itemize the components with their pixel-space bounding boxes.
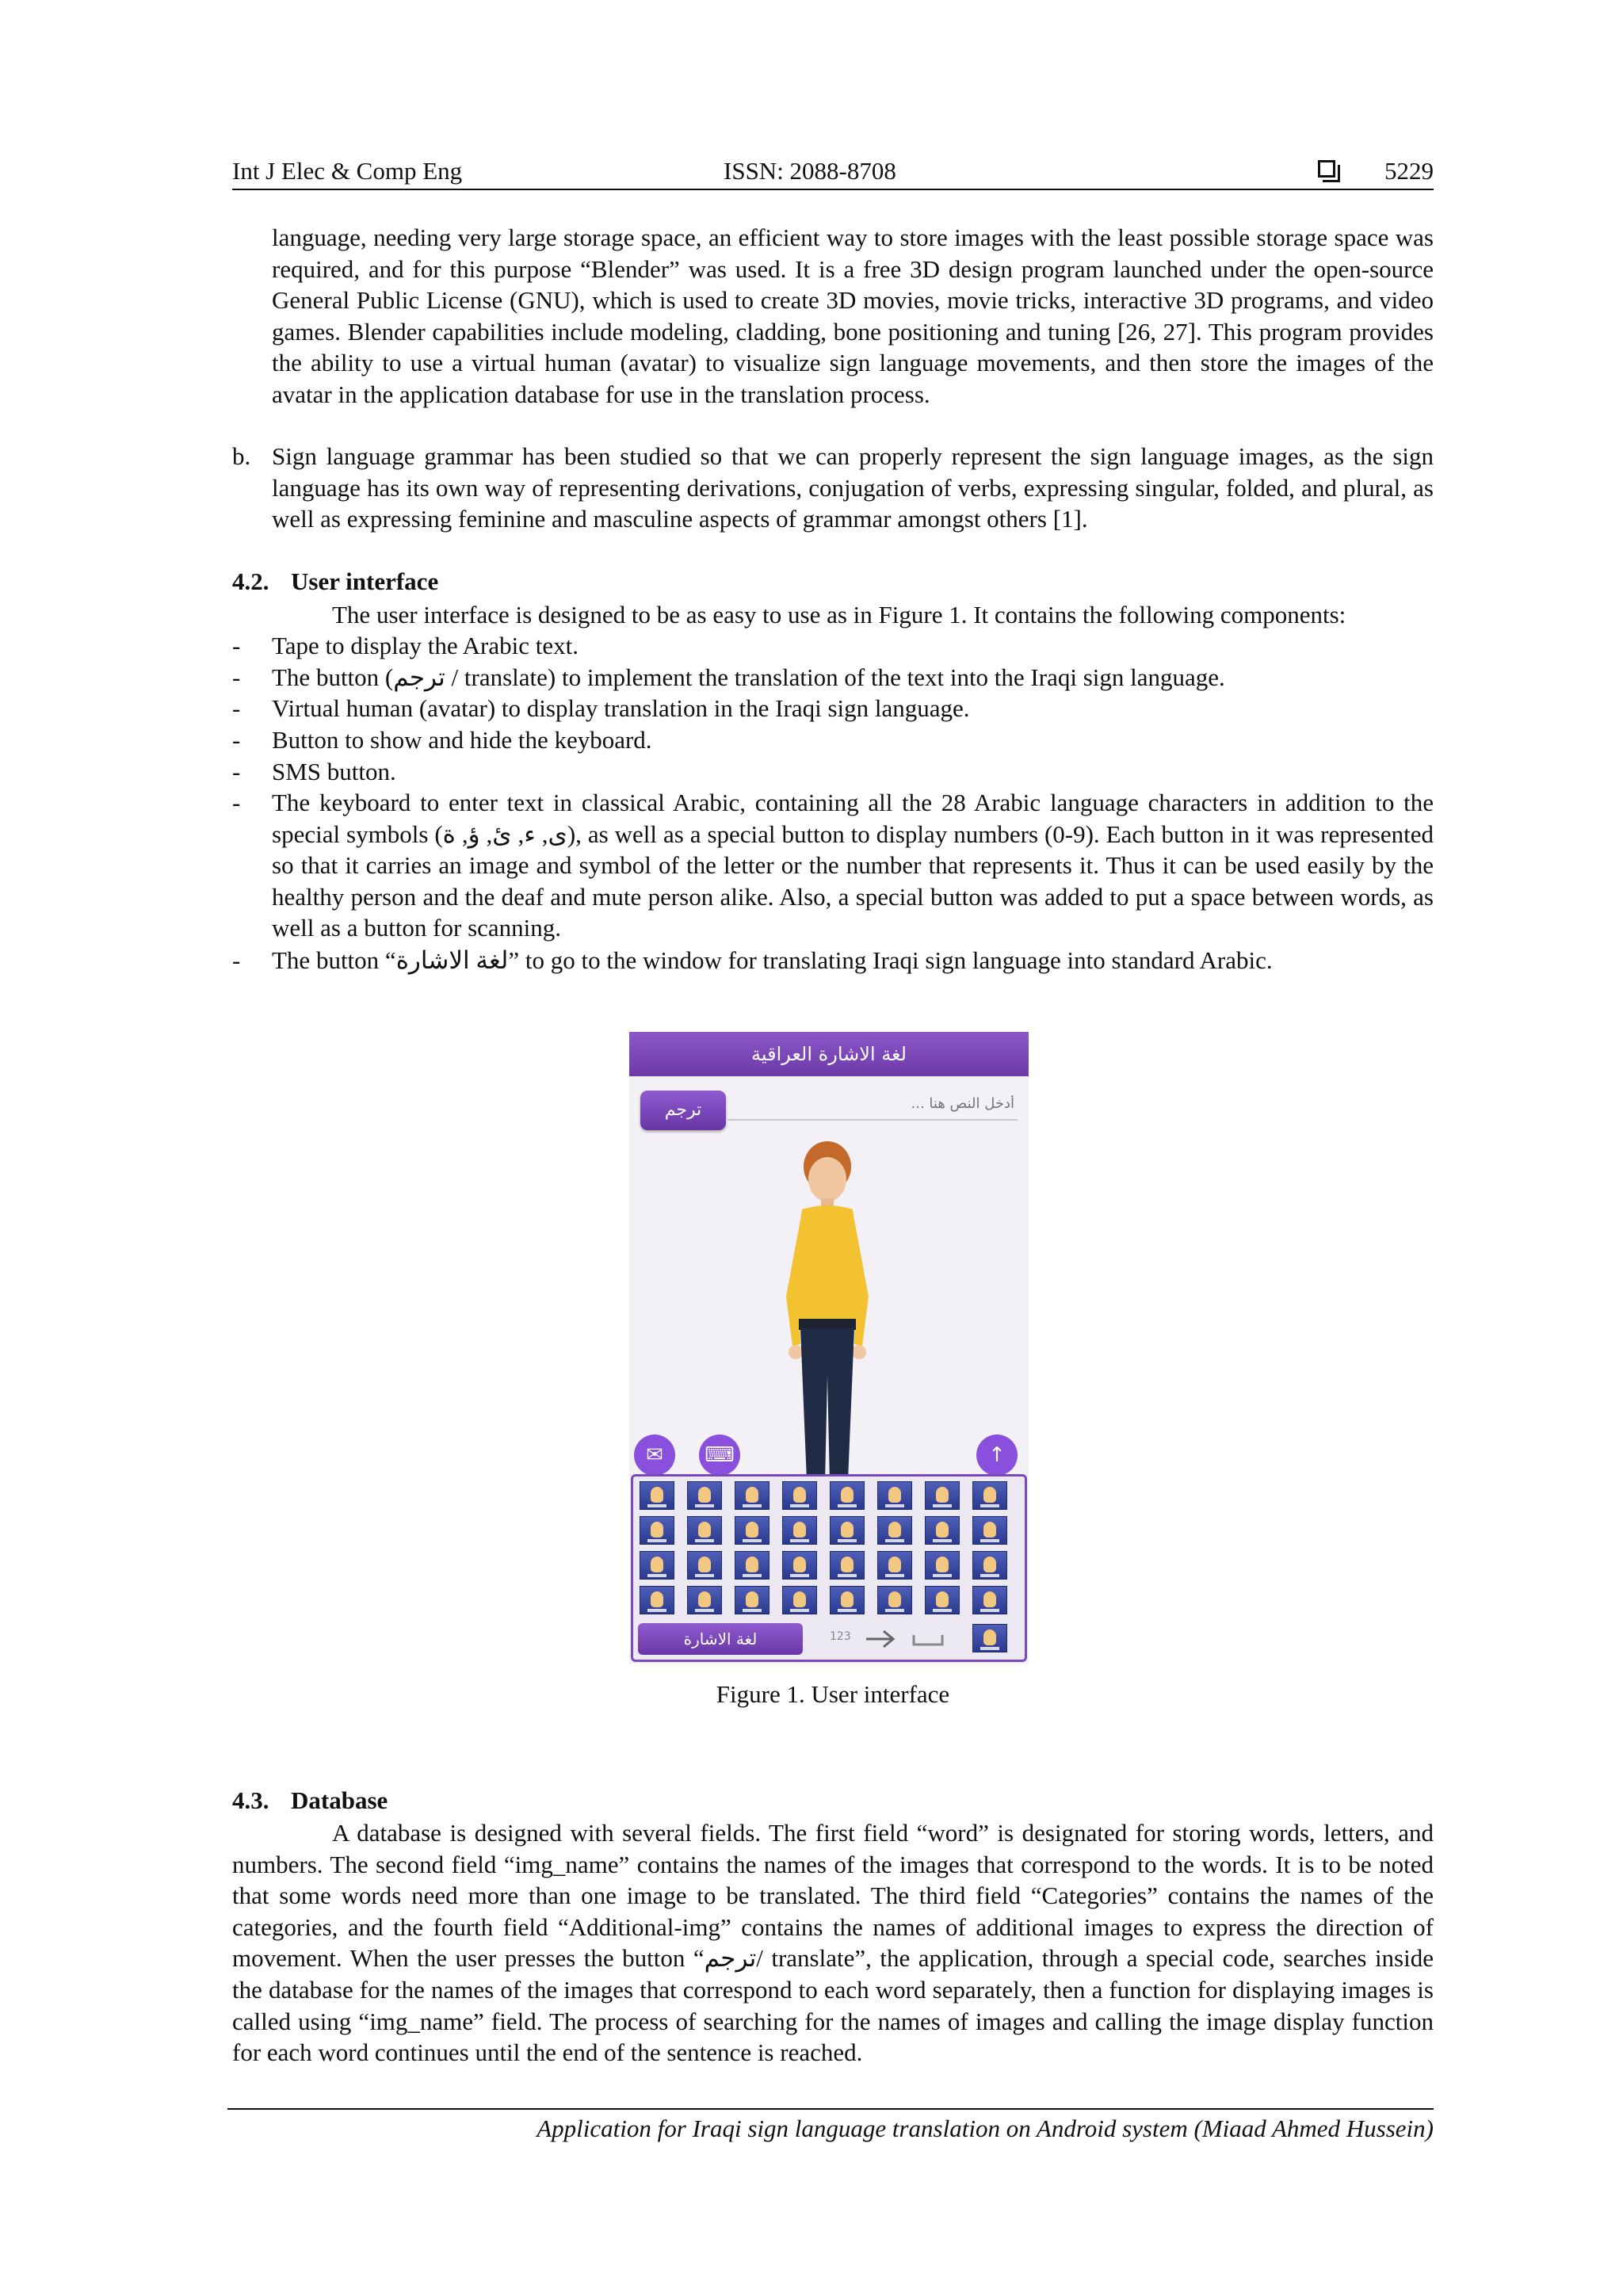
keyboard-key[interactable] <box>830 1516 865 1545</box>
keyboard-key[interactable] <box>782 1551 817 1580</box>
list-item <box>232 662 1434 693</box>
sign-keyboard <box>631 1474 1027 1662</box>
sign-language-button[interactable]: لغة الاشارة <box>638 1623 803 1655</box>
keyboard-key[interactable] <box>687 1586 722 1614</box>
keyboard-key[interactable] <box>972 1624 1007 1652</box>
keyboard-key[interactable] <box>735 1516 769 1545</box>
keyboard-key[interactable] <box>640 1481 674 1510</box>
keyboard-key[interactable] <box>972 1481 1007 1510</box>
checkbox-square-icon <box>1318 160 1335 178</box>
section-heading-ui <box>232 567 438 596</box>
list-marker: - <box>232 632 241 659</box>
list-item-text: Tape to display the Arabic text. <box>272 632 579 659</box>
list-item-b <box>232 441 1434 536</box>
keyboard-key[interactable] <box>830 1551 865 1580</box>
keyboard-key[interactable] <box>830 1586 865 1614</box>
keyboard-key[interactable] <box>830 1481 865 1510</box>
list-marker: - <box>232 694 241 722</box>
keyboard-key[interactable] <box>877 1586 912 1614</box>
list-item <box>232 787 1434 946</box>
keyboard-key[interactable] <box>735 1481 769 1510</box>
keyboard-key[interactable] <box>640 1551 674 1580</box>
list-item <box>232 945 1434 976</box>
header-rule <box>232 189 1434 190</box>
list-item-text: The button “لغة الاشارة” to go to the window for translating Iraqi sign language into standard Arabic. <box>272 946 1273 974</box>
list-item <box>232 756 1434 788</box>
keyboard-key[interactable] <box>735 1586 769 1614</box>
keyboard-key[interactable] <box>782 1516 817 1545</box>
list-item-text: The button (ترجم / translate) to implement the translation of the text into the Iraqi sign language. <box>272 663 1225 691</box>
app-title-bar: لغة الاشارة العراقية <box>629 1032 1029 1076</box>
section-title: Database <box>291 1786 388 1814</box>
intro-paragraph: language, needing very large storage space, an efficient way to store images with the least possible storage space was required, and for this purpose “Blender” was used. It is a free 3D design program launched under the open-source General Public License (GNU), which is used to create 3D movies, movie tricks, interactive 3D programs, and video games. Blender capabilities include modeling, cladding, bone positioning and tuning [26, 27]. This program provides the ability to use a virtual human (avatar) to visualize sign language movements, and then store the images of the avatar in the application database for use in the translation process. <box>272 223 1434 408</box>
list-marker: - <box>232 789 241 816</box>
list-marker: - <box>232 758 241 785</box>
list-item-text: Virtual human (avatar) to display translation in the Iraqi sign language. <box>272 694 970 722</box>
arrow-right-icon[interactable] <box>863 1627 898 1651</box>
keyboard-key[interactable] <box>972 1516 1007 1545</box>
keyboard-key[interactable] <box>972 1551 1007 1580</box>
figure-caption: Figure 1. User interface <box>716 1680 950 1708</box>
keyboard-key[interactable] <box>972 1586 1007 1614</box>
section-intro: The user interface is designed to be as easy to use as in Figure 1. It contains the following components: <box>332 601 1346 628</box>
arrow-up-icon[interactable]: ↑ <box>976 1435 1018 1476</box>
keyboard-key[interactable] <box>782 1481 817 1510</box>
page-number: 5229 <box>1384 157 1434 185</box>
list-item-text: Sign language grammar has been studied so that we can properly represent the sign language images, as the sign language has its own way of representing derivations, conjugation of verbs, expressing singular, folded, and plural, as well as expressing feminine and masculine aspects of grammar amongst others [1]. <box>272 442 1434 533</box>
text-input[interactable] <box>727 1087 1018 1121</box>
keyboard-key[interactable] <box>925 1516 960 1545</box>
list-item <box>232 693 1434 724</box>
keyboard-key[interactable] <box>687 1551 722 1580</box>
keyboard-key[interactable] <box>925 1481 960 1510</box>
keyboard-key[interactable] <box>687 1516 722 1545</box>
section-number: 4.2. <box>232 567 269 595</box>
list-marker: - <box>232 946 241 974</box>
list-marker: - <box>232 663 241 691</box>
list-marker: - <box>232 726 241 754</box>
keyboard-key[interactable] <box>877 1481 912 1510</box>
numbers-button[interactable]: 123 <box>830 1630 851 1643</box>
keyboard-key[interactable] <box>687 1481 722 1510</box>
running-footer: Application for Iraqi sign language translation on Android system (Miaad Ahmed Hussein) <box>537 2115 1434 2142</box>
keyboard-key[interactable] <box>640 1586 674 1614</box>
keyboard-key[interactable] <box>877 1516 912 1545</box>
list-item-text: Button to show and hide the keyboard. <box>272 726 652 754</box>
list-item <box>232 724 1434 756</box>
figure-app-screenshot <box>629 1032 1029 1664</box>
keyboard-icon[interactable]: ⌨ <box>699 1435 740 1476</box>
sms-icon[interactable]: ✉ <box>634 1435 675 1476</box>
section-number: 4.3. <box>232 1786 269 1814</box>
translate-button[interactable]: ترجم <box>640 1091 726 1130</box>
list-item-text: SMS button. <box>272 758 396 785</box>
issn: ISSN: 2088-8708 <box>724 157 896 185</box>
keyboard-key[interactable] <box>877 1551 912 1580</box>
keyboard-key[interactable] <box>735 1551 769 1580</box>
section-heading-db <box>232 1786 388 1815</box>
keyboard-key[interactable] <box>925 1551 960 1580</box>
journal-name: Int J Elec & Comp Eng <box>232 157 463 185</box>
footer-rule <box>227 2108 1434 2110</box>
space-icon[interactable] <box>911 1627 945 1651</box>
database-paragraph: A database is designed with several fields. The first field “word” is designated for storing words, letters, and numbers. The second field “img_name” contains the names of the images that correspond to the words. It is to be noted that some words need more than one image to be translated. The third field “Categories” contains the names of the categories, and the fourth field “Additional-img” contains the names of additional images to express the direction of movement. When the user presses the button “ترجم/ translate”, the application, through a special code, searches inside the database for the names of the images that correspond to each word separately, then a function for displaying images is called using “img_name” field. The process of searching for the names of images and calling the image display function for each word continues until the end of the sentence is reached. <box>232 1819 1434 2067</box>
running-header <box>232 151 1434 190</box>
keyboard-key[interactable] <box>640 1516 674 1545</box>
section-title: User interface <box>291 567 439 595</box>
keyboard-key[interactable] <box>782 1586 817 1614</box>
list-item <box>232 630 1434 662</box>
list-marker: b. <box>232 442 251 470</box>
list-item-text: The keyboard to enter text in classical Arabic, containing all the 28 Arabic language characters in addition to the special symbols (ى, ء, ئ, ؤ, ة), as well as a special button to display numbers (0-9). Each button in it was represented so that it carries an image and symbol of the letter or the number that represents it. Thus it can be used easily by the healthy person and the deaf and mute person alike. Also, a special button was added to put a space between words, as well as a button for scanning. <box>272 789 1434 942</box>
keyboard-key[interactable] <box>925 1586 960 1614</box>
